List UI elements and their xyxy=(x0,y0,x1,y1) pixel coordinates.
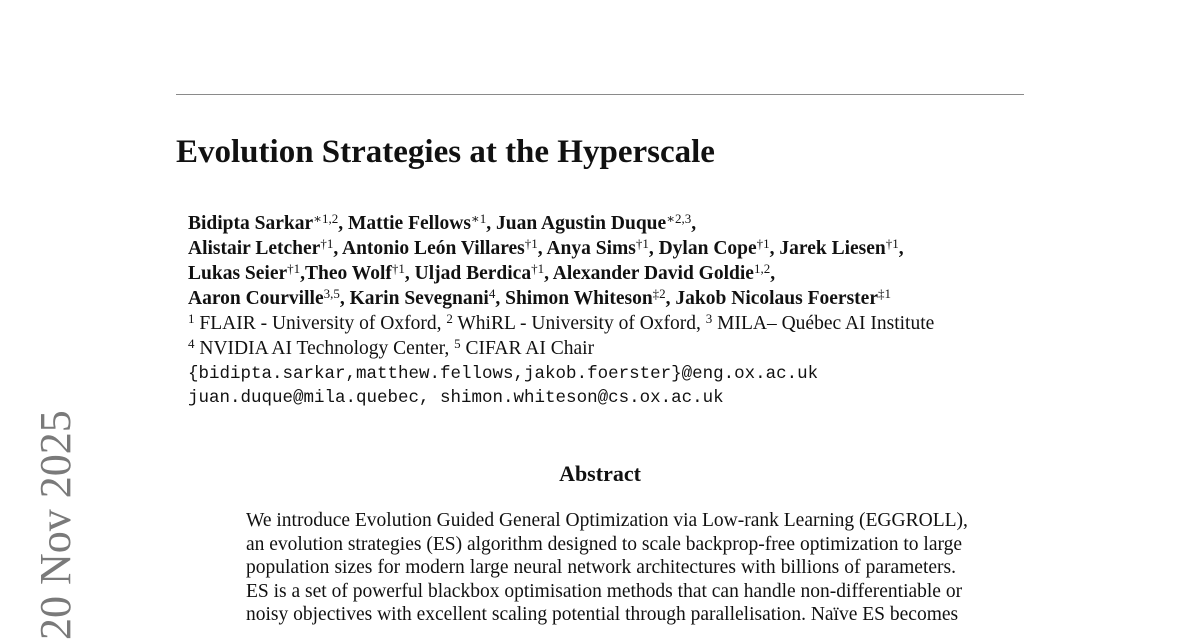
author-line xyxy=(188,237,1008,262)
affiliation-text: CIFAR AI Chair xyxy=(460,338,595,359)
abstract-line: noisy objectives with excellent scaling potential through parallelisation. Naïve ES becomes xyxy=(246,604,959,625)
author-name: Alistair Letcher xyxy=(188,238,321,259)
author-block xyxy=(188,212,1008,410)
author-affiliation-mark: †1 xyxy=(635,236,649,251)
author-affiliation-mark: 3,5 xyxy=(323,286,340,301)
author-separator: , xyxy=(339,288,350,309)
author-separator: , xyxy=(486,213,497,234)
affiliation-line xyxy=(188,312,1008,337)
affiliation-list xyxy=(188,312,1008,362)
affiliation-text: FLAIR - University of Oxford, xyxy=(194,313,447,334)
author-affiliation-mark: 1,2 xyxy=(753,261,771,276)
author-line xyxy=(188,212,1008,237)
affiliation-mark: 1 xyxy=(188,311,195,326)
author-affiliation-mark: 4 xyxy=(488,286,496,301)
author-name: Bidipta Sarkar xyxy=(188,213,314,234)
author-separator: , xyxy=(648,238,659,259)
author-name: Theo Wolf xyxy=(305,263,392,284)
author-affiliation-mark: †1 xyxy=(756,236,770,251)
author-affiliation-mark: †1 xyxy=(531,261,545,276)
abstract-heading: Abstract xyxy=(559,461,641,486)
abstract-line: ES is a set of powerful blackbox optimisation methods that can handle non-differentiable or xyxy=(246,580,963,602)
author-affiliation-mark: †1 xyxy=(524,236,538,251)
author-affiliation-mark: ∗1,2 xyxy=(313,211,339,226)
author-separator: , xyxy=(770,263,776,284)
author-affiliation-mark: ‡1 xyxy=(877,286,891,301)
abstract-body xyxy=(246,509,968,627)
author-name: Antonio León Villares xyxy=(342,238,525,259)
author-separator: , xyxy=(300,263,306,284)
header-rule xyxy=(176,94,1024,95)
author-name: Karin Sevegnani xyxy=(349,288,489,309)
email-line-1[interactable]: {bidipta.sarkar,matthew.fellows,jakob.foerster}@eng.ox.ac.uk xyxy=(188,364,819,384)
author-separator: , xyxy=(333,238,342,259)
author-name: Uljad Berdica xyxy=(414,263,532,284)
affiliation-mark: 2 xyxy=(446,311,453,326)
abstract-line: We introduce Evolution Guided General Optimization via Low-rank Learning (EGGROLL), xyxy=(246,510,968,531)
author-separator: , xyxy=(769,238,780,259)
author-separator: , xyxy=(404,263,415,284)
author-separator: , xyxy=(898,238,904,259)
author-separator: , xyxy=(544,263,553,284)
abstract-line: an evolution strategies (ES) algorithm designed to scale backprop-free optimization to large xyxy=(246,533,963,555)
author-name: Mattie Fellows xyxy=(348,213,471,234)
author-affiliation-mark: †1 xyxy=(287,261,301,276)
affiliation-mark: 4 xyxy=(188,336,195,351)
author-name: Jarek Liesen xyxy=(779,238,886,259)
author-separator: , xyxy=(691,213,697,234)
author-separator: , xyxy=(665,288,676,309)
author-list xyxy=(188,212,1008,312)
author-affiliation-mark: ∗1 xyxy=(470,211,487,226)
author-name: Juan Agustin Duque xyxy=(496,213,667,234)
affiliation-mark: 3 xyxy=(705,311,713,326)
author-separator: , xyxy=(537,238,547,259)
author-line xyxy=(188,262,1008,287)
abstract-line: population sizes for modern large neural network architectures with billions of parameters. xyxy=(246,557,956,578)
affiliation-line xyxy=(188,337,1008,362)
author-line xyxy=(188,287,1008,312)
author-affiliation-mark: †1 xyxy=(885,236,899,251)
arxiv-date-stamp: 20 Nov 2025 xyxy=(31,410,80,640)
author-affiliation-mark: †1 xyxy=(320,236,334,251)
author-name: Jakob Nicolaus Foerster xyxy=(675,288,878,309)
affiliation-text: NVIDIA AI Technology Center, xyxy=(194,338,455,359)
author-affiliation-mark: †1 xyxy=(391,261,405,276)
author-name: Dylan Cope xyxy=(658,238,757,259)
paper-title: Evolution Strategies at the Hyperscale xyxy=(176,134,715,170)
author-name: Anya Sims xyxy=(546,238,636,259)
author-affiliation-mark: ∗2,3 xyxy=(666,211,692,226)
author-separator: , xyxy=(338,213,348,234)
author-name: Lukas Seier xyxy=(188,263,288,284)
author-separator: , xyxy=(495,288,506,309)
affiliation-mark: 5 xyxy=(454,336,461,351)
author-affiliation-mark: ‡2 xyxy=(652,286,666,301)
author-name: Alexander David Goldie xyxy=(552,263,754,284)
author-name: Shimon Whiteson xyxy=(505,288,653,309)
author-name: Aaron Courville xyxy=(188,288,324,309)
email-line-2[interactable]: juan.duque@mila.quebec, shimon.whiteson@cs.ox.ac.uk xyxy=(188,388,724,408)
affiliation-text: WhiRL - University of Oxford, xyxy=(452,313,706,334)
affiliation-text: MILA– Québec AI Institute xyxy=(712,313,935,334)
